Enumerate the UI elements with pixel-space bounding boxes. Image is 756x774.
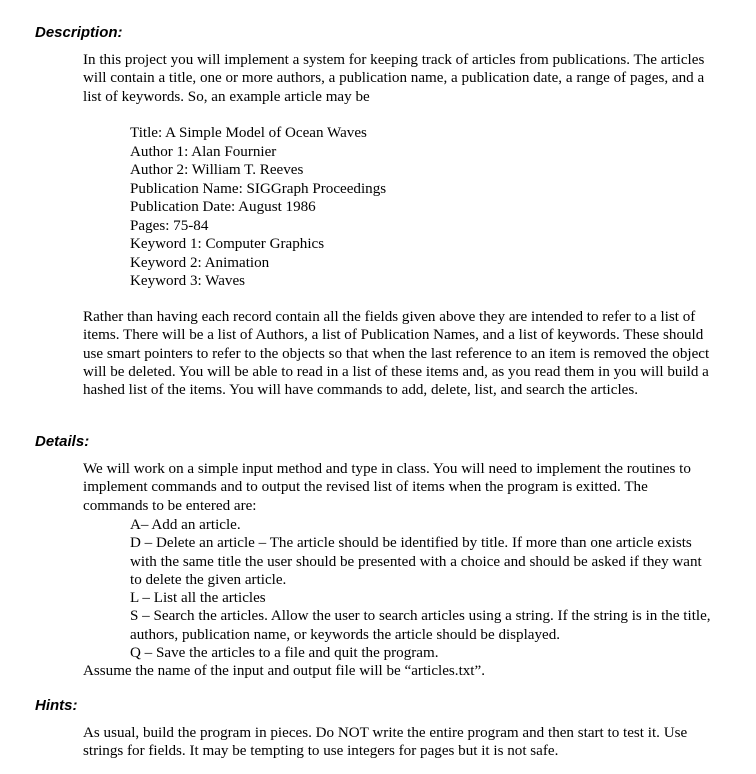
command-search: S – Search the articles. Allow the user to search articles using a string. If the string is in the title, authors, publication name, or keywords the article should be displayed. (130, 608, 711, 643)
description-heading: Description: (35, 24, 123, 41)
example-title: Title: A Simple Model of Ocean Waves (130, 125, 367, 141)
command-list-all: L – List all the articles (130, 590, 266, 607)
command-list (130, 516, 715, 662)
example-keyword-3: Keyword 3: Waves (130, 273, 246, 289)
example-author-2: Author 2: William T. Reeves (130, 162, 304, 178)
example-publication-date: Publication Date: August 1986 (130, 199, 316, 215)
example-keyword-2: Keyword 2: Animation (130, 254, 270, 271)
hints-body: As usual, build the program in pieces. Do NOT write the entire program and then start to test it. Use strings for fields. It may be tempting to use integers for pages but it is not safe. (83, 725, 688, 760)
command-add: A– Add an article. (130, 517, 241, 533)
example-author-1: Author 1: Alan Fournier (130, 143, 277, 160)
details-heading: Details: (35, 433, 90, 450)
example-pages: Pages: 75-84 (130, 217, 209, 234)
command-delete: D – Delete an article – The article should be identified by title. If more than one article exists with the same title the user should be presented with a choice and should be asked if they want to delete the given article. (130, 535, 702, 588)
hints-heading: Hints: (35, 697, 78, 714)
description-body: Rather than having each record contain all the fields given above they are intended to refer to a list of items. There will be a list of Authors, a list of Publication Names, and a list of keywords. These should use smart pointers to refer to the objects so that when the last reference to an item is removed the object will be deleted. You will be able to read in a list of these items and, as you read them in you will build a hashed list of the items. You will have commands to add, delete, list, and search the articles. (83, 309, 710, 399)
example-keyword-1: Keyword 1: Computer Graphics (130, 236, 325, 252)
description-intro: In this project you will implement a system for keeping track of articles from publications. The articles will contain a title, one or more authors, a publication name, a publication date, a range of pages, and a list of keywords. So, an example article may be (83, 52, 705, 105)
details-outro: Assume the name of the input and output file will be “articles.txt”. (83, 663, 485, 679)
example-article (130, 124, 386, 291)
example-publication-name: Publication Name: SIGGraph Proceedings (130, 180, 387, 197)
details-intro: We will work on a simple input method and type in class. You will need to implement the routines to implement commands and to output the revised list of items when the program is exitted. The commands to be entered are: (83, 461, 691, 514)
command-quit: Q – Save the articles to a file and quit the program. (130, 645, 439, 662)
